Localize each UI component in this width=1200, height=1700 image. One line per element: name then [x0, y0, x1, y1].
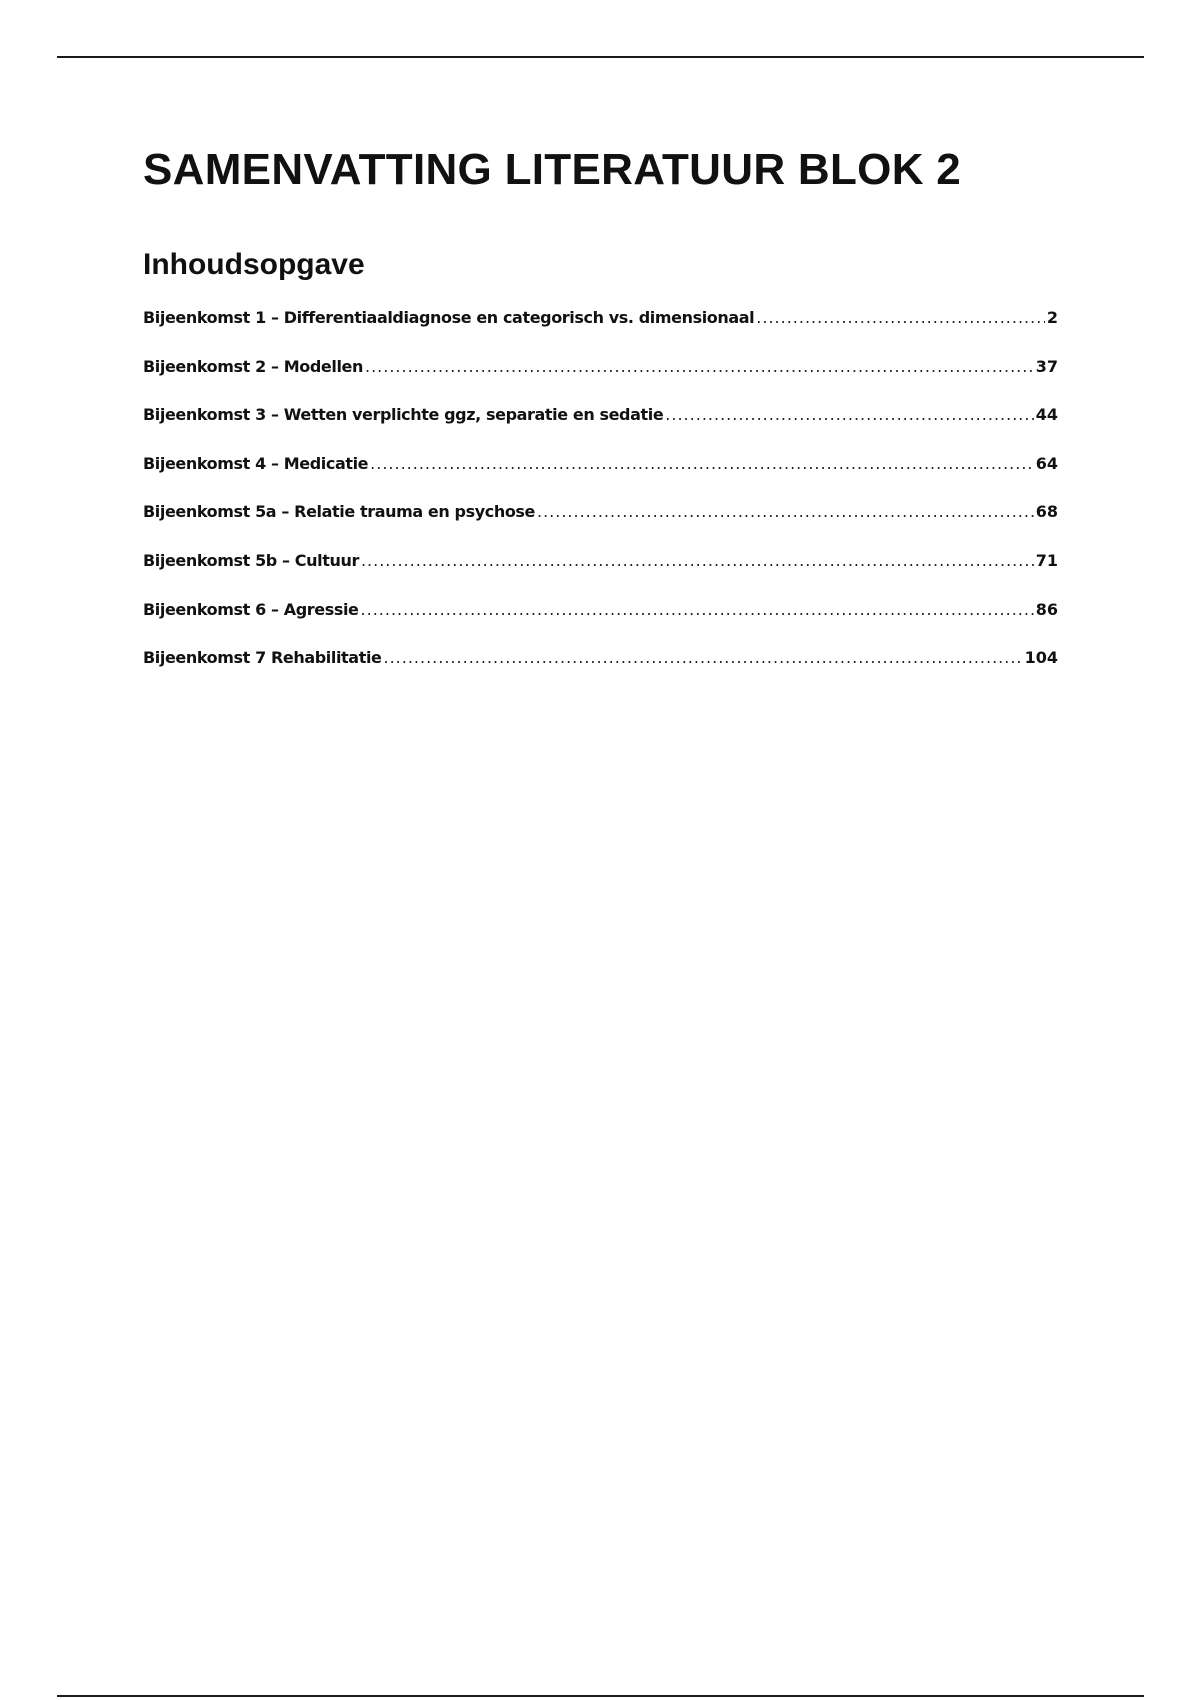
toc-entry-page-number: 37 — [1035, 356, 1058, 376]
toc-entry-page-number: 64 — [1035, 453, 1058, 473]
toc-entry-label: Bijeenkomst 3 – Wetten verplichte ggz, separatie en sedatie — [143, 405, 664, 425]
toc-dot-leader — [665, 403, 1033, 427]
toc-entry-bijeenkomst-1[interactable] — [143, 306, 1058, 355]
toc-entry-label: Bijeenkomst 2 – Modellen — [143, 356, 363, 376]
toc-entry-bijeenkomst-7[interactable] — [143, 646, 1058, 695]
toc-entry-page-number: 68 — [1035, 502, 1058, 522]
toc-entry-page-number: 86 — [1035, 599, 1058, 619]
header-rule — [57, 56, 1144, 58]
toc-entry-page-number: 44 — [1035, 405, 1058, 425]
toc-entry-page-number: 71 — [1035, 550, 1058, 570]
table-of-contents — [143, 306, 1058, 695]
toc-entry-label: Bijeenkomst 5a – Relatie trauma en psychose — [143, 502, 535, 522]
toc-dot-leader — [370, 452, 1034, 476]
toc-dot-leader — [365, 355, 1034, 379]
toc-entry-page-number: 104 — [1024, 648, 1058, 668]
toc-entry-label: Bijeenkomst 4 – Medicatie — [143, 453, 369, 473]
toc-dot-leader — [361, 598, 1034, 622]
toc-dot-leader — [537, 500, 1034, 524]
toc-dot-leader — [756, 306, 1045, 330]
toc-entry-bijeenkomst-5b[interactable] — [143, 549, 1058, 598]
toc-entry-bijeenkomst-4[interactable] — [143, 452, 1058, 501]
toc-dot-leader — [383, 646, 1022, 670]
toc-entry-bijeenkomst-5a[interactable] — [143, 500, 1058, 549]
toc-heading: Inhoudsopgave — [143, 248, 365, 281]
toc-entry-page-number: 2 — [1046, 308, 1058, 327]
toc-entry-label: Bijeenkomst 1 – Differentiaaldiagnose en categorisch vs. dimensionaal — [143, 308, 755, 327]
toc-entry-bijeenkomst-3[interactable] — [143, 403, 1058, 452]
toc-dot-leader — [361, 549, 1034, 573]
footer-rule — [57, 1695, 1144, 1697]
toc-entry-bijeenkomst-2[interactable] — [143, 355, 1058, 404]
toc-entry-label: Bijeenkomst 5b – Cultuur — [143, 550, 359, 570]
toc-entry-label: Bijeenkomst 6 – Agressie — [143, 599, 359, 619]
toc-entry-label: Bijeenkomst 7 Rehabilitatie — [143, 648, 382, 668]
document-title: SAMENVATTING LITERATUUR BLOK 2 — [143, 145, 962, 194]
toc-entry-bijeenkomst-6[interactable] — [143, 598, 1058, 647]
